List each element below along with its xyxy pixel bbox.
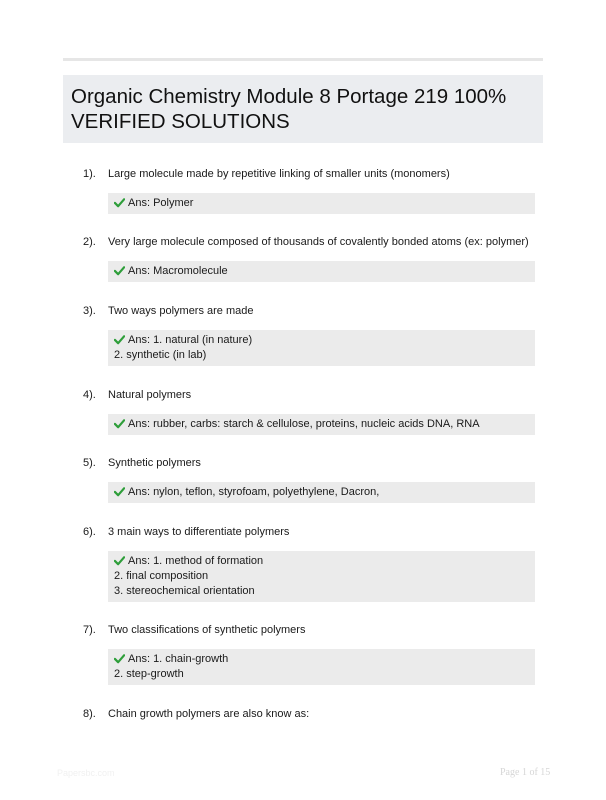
title-banner bbox=[63, 75, 543, 143]
answer-line: Ans: nylon, teflon, styrofoam, polyethylene, Dacron, bbox=[128, 486, 380, 498]
answer-box bbox=[108, 482, 535, 503]
check-icon bbox=[114, 418, 125, 429]
footer-watermark: Papersbc.com bbox=[57, 768, 115, 778]
check-icon bbox=[114, 555, 125, 566]
question-number: 2). bbox=[83, 236, 96, 248]
question-number: 5). bbox=[83, 457, 96, 469]
question-number: 7). bbox=[83, 624, 96, 636]
answer-box bbox=[108, 414, 535, 435]
page-title: Organic Chemistry Module 8 Portage 219 100% VERIFIED SOLUTIONS bbox=[71, 85, 507, 133]
question-text: Two classifications of synthetic polymers bbox=[108, 624, 306, 636]
question-text: 3 main ways to differentiate polymers bbox=[108, 526, 290, 538]
question-number: 8). bbox=[83, 708, 96, 720]
qa-item-8 bbox=[83, 707, 535, 725]
qa-item-4 bbox=[83, 388, 535, 435]
qa-item-1 bbox=[83, 167, 535, 214]
answer-line: 2. synthetic (in lab) bbox=[114, 349, 207, 361]
answer-line: Ans: Macromolecule bbox=[128, 265, 228, 277]
answer-line: 3. stereochemical orientation bbox=[114, 585, 255, 597]
question-text: Natural polymers bbox=[108, 389, 192, 401]
question-text: Large molecule made by repetitive linking of smaller units (monomers) bbox=[108, 168, 450, 180]
qa-item-3 bbox=[83, 304, 535, 366]
answer-box bbox=[108, 551, 535, 602]
answer-line: 2. step-growth bbox=[114, 668, 184, 680]
page-number: Page 1 of 15 bbox=[500, 767, 551, 778]
answer-line: Ans: 1. natural (in nature) bbox=[128, 334, 253, 346]
answer-line: Ans: 1. chain-growth bbox=[128, 653, 229, 665]
answer-line: 2. final composition bbox=[114, 570, 209, 582]
question-text: Very large molecule composed of thousands of covalently bonded atoms (ex: polymer) bbox=[108, 236, 529, 248]
answer-box bbox=[108, 330, 535, 366]
check-icon bbox=[114, 653, 125, 664]
question-number: 6). bbox=[83, 526, 96, 538]
answer-box bbox=[108, 649, 535, 685]
check-icon bbox=[114, 265, 125, 276]
answer-line: Ans: Polymer bbox=[128, 197, 194, 209]
check-icon bbox=[114, 334, 125, 345]
question-number: 3). bbox=[83, 305, 96, 317]
answer-line: Ans: 1. method of formation bbox=[128, 555, 264, 567]
check-icon bbox=[114, 197, 125, 208]
question-text: Chain growth polymers are also know as: bbox=[108, 708, 310, 720]
qa-item-6 bbox=[83, 525, 535, 602]
question-text: Two ways polymers are made bbox=[108, 305, 254, 317]
question-number: 4). bbox=[83, 389, 96, 401]
qa-item-7 bbox=[83, 623, 535, 685]
answer-box bbox=[108, 261, 535, 282]
top-rule bbox=[63, 58, 543, 61]
qa-item-2 bbox=[83, 235, 535, 282]
qa-item-5 bbox=[83, 456, 535, 503]
check-icon bbox=[114, 486, 125, 497]
question-text: Synthetic polymers bbox=[108, 457, 201, 469]
answer-line: Ans: rubber, carbs: starch & cellulose, proteins, nucleic acids DNA, RNA bbox=[128, 418, 480, 430]
answer-box bbox=[108, 193, 535, 214]
question-number: 1). bbox=[83, 168, 96, 180]
